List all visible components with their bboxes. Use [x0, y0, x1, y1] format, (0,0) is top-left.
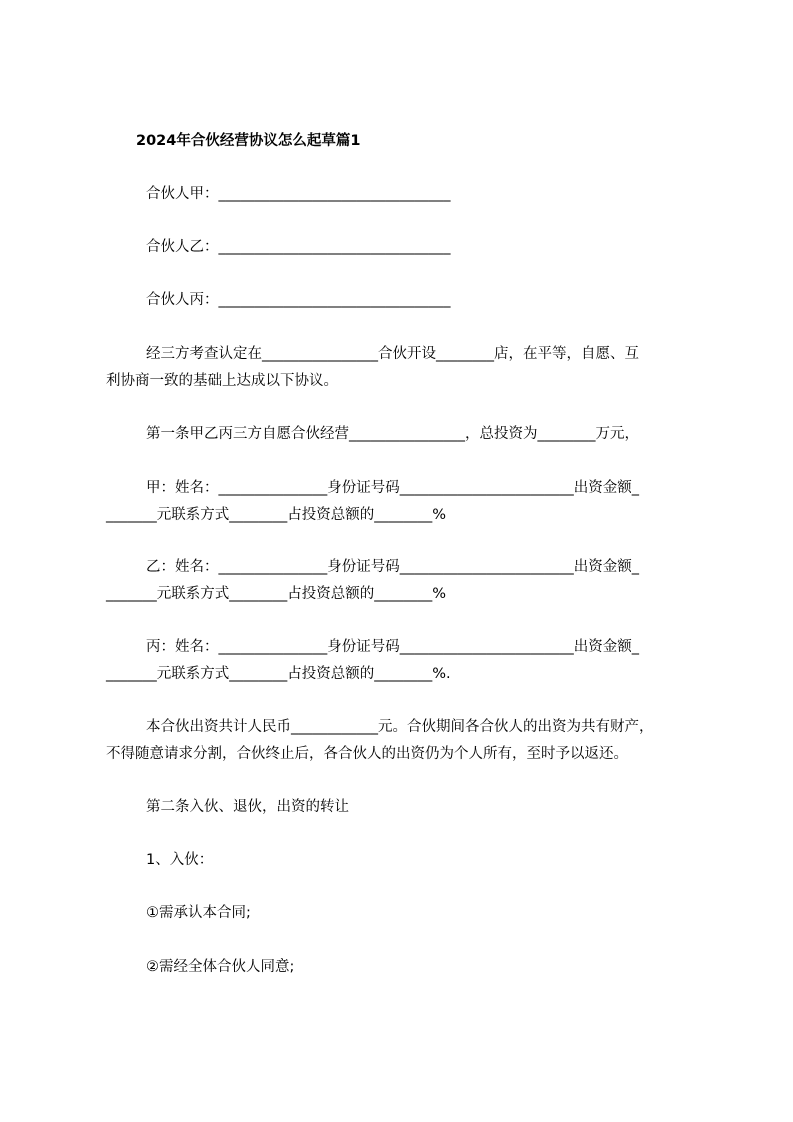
article-2-heading: 第二条入伙、退伙，出资的转让: [146, 799, 349, 815]
join-condition-1: ①需承认本合同;: [146, 905, 251, 921]
intro-paragraph-line-1: 经三方考查认定在________________合伙开设________店，在平等，自愿、互: [146, 346, 639, 362]
partner-c-info-line-1: 丙：姓名：_______________身份证号码________________________出资金额_: [146, 639, 639, 655]
party-c-line: 合伙人丙：________________________________: [146, 292, 451, 308]
partner-c-info-line-2: _______元联系方式________占投资总额的________%.: [106, 666, 451, 682]
partner-b-info-line-2: _______元联系方式________占投资总额的________%: [106, 586, 447, 602]
party-a-line: 合伙人甲：________________________________: [146, 186, 451, 202]
join-condition-2: ②需经全体合伙人同意;: [146, 959, 295, 975]
partner-a-info-line-1: 甲：姓名：_______________身份证号码________________________出资金额_: [146, 480, 639, 496]
join-heading: 1、入伙：: [146, 852, 214, 868]
intro-paragraph-line-2: 利协商一致的基础上达成以下协议。: [106, 373, 338, 389]
article-1-line: 第一条甲乙丙三方自愿合伙经营________________，总投资为________万元，: [146, 426, 639, 442]
partner-b-info-line-1: 乙：姓名：_______________身份证号码________________________出资金额_: [146, 559, 639, 575]
document-title: 2024年合伙经营协议怎么起草篇1: [136, 133, 361, 149]
partner-a-info-line-2: _______元联系方式________占投资总额的________%: [106, 507, 447, 523]
capital-paragraph-line-1: 本合伙出资共计人民币____________元。合伙期间各合伙人的出资为共有财产，: [146, 719, 654, 735]
party-b-line: 合伙人乙：________________________________: [146, 239, 451, 255]
capital-paragraph-line-2: 不得随意请求分割，合伙终止后，各合伙人的出资仍为个人所有，至时予以返还。: [106, 746, 628, 762]
